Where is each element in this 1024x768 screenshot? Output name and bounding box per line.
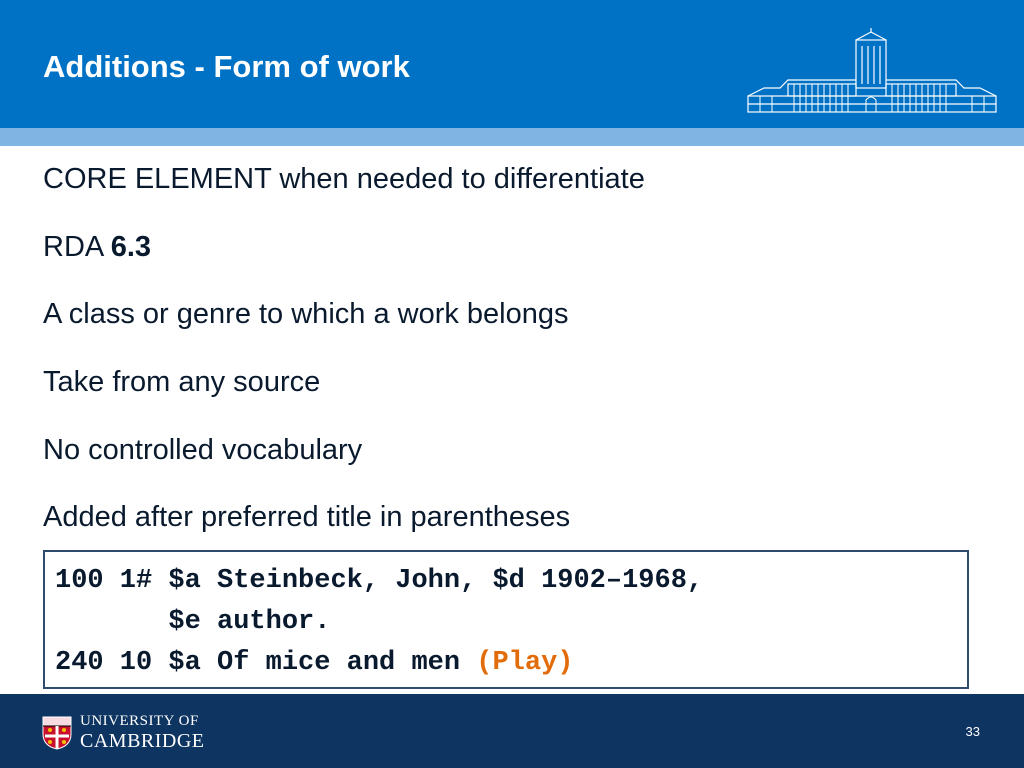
marc-line-240-text: 240 10 $a Of mice and men xyxy=(55,648,477,678)
form-of-work-highlight: (Play) xyxy=(476,648,574,678)
university-logo-line2: CAMBRIDGE xyxy=(80,730,205,752)
page-number: 33 xyxy=(965,724,980,739)
marc-line-100-continued: $e author. xyxy=(55,607,331,637)
rda-number: 6.3 xyxy=(110,231,152,263)
university-building-icon xyxy=(744,28,1000,116)
marc-example-box xyxy=(43,550,969,689)
bullet-core-element: CORE ELEMENT when needed to differentiate xyxy=(43,163,645,195)
marc-line-100: 100 1# $a Steinbeck, John, $d 1902–1968, xyxy=(55,566,704,596)
marc-line-240 xyxy=(55,648,574,678)
bullet-source: Take from any source xyxy=(43,366,321,398)
header-stripe xyxy=(0,128,1024,146)
cambridge-shield-icon xyxy=(42,716,72,750)
rda-prefix: RDA xyxy=(43,231,111,263)
bullet-rda-reference xyxy=(43,231,151,264)
university-logo-line1: UNIVERSITY OF xyxy=(80,713,199,729)
bullet-vocabulary: No controlled vocabulary xyxy=(43,434,363,466)
bullet-definition: A class or genre to which a work belongs xyxy=(43,298,569,330)
bullet-placement: Added after preferred title in parentheses xyxy=(43,501,571,533)
slide-title: Additions - Form of work xyxy=(43,49,410,84)
